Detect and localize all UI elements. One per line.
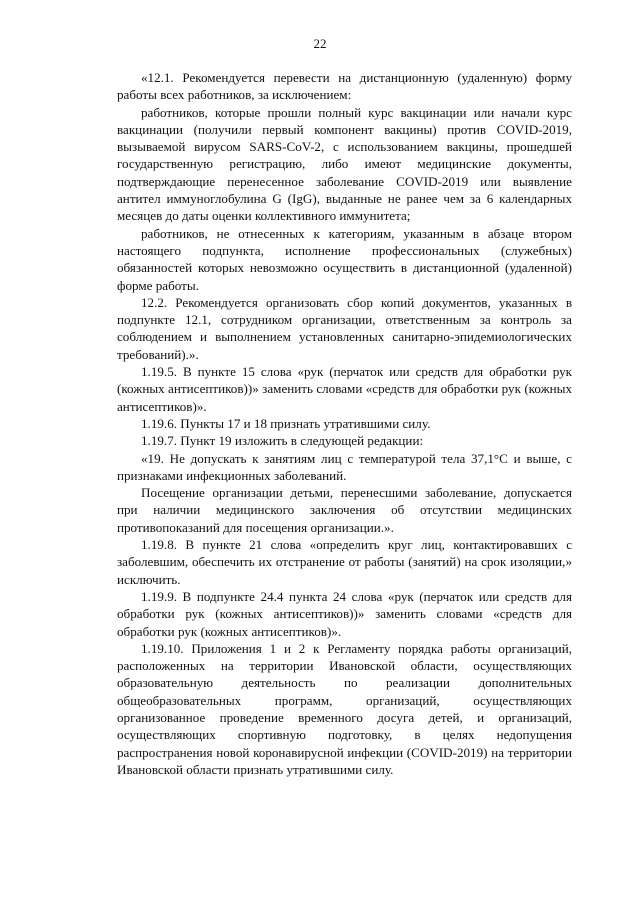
paragraph-1-19-7: 1.19.7. Пункт 19 изложить в следующей редакции:	[141, 433, 424, 449]
paragraph-1-19-5: 1.19.5. В пункте 15 слова «рук (перчаток или средств для обработки рук (кожных антисептиков))» заменить словами «средств для обработки рук (кожных антисептиков)».	[117, 364, 572, 414]
paragraph-12-1-intro: «12.1. Рекомендуется перевести на дистанционную (удаленную) форму работы всех работников, за исключением:	[117, 70, 572, 103]
paragraph-vaccinated-employees: работников, которые прошли полный курс вакцинации или начали курс вакцинации (получили первый компонент вакцины) против COVID-2019, вызываемой вирусом SARS-CoV-2, с использованием вакцины, прошедшей государственную регистрацию, либо имеют медицинские документы, подтверждающие перенесенное заболевание COVID-2019 или выявление антител иммуноглобулина G (IgG), выданные не ранее чем за 6 календарных месяцев до даты оценки коллективного иммунитета;	[117, 104, 572, 224]
page-number: 22	[313, 36, 327, 51]
paragraph-1-19-6: 1.19.6. Пункты 17 и 18 признать утратившими силу.	[141, 415, 431, 431]
paragraph-1-19-9: 1.19.9. В подпункте 24.4 пункта 24 слова «рук (перчаток или средств для обработки рук (кожных антисептиков))» заменить словами «средств для обработки рук (кожных антисептиков)».	[117, 588, 572, 639]
paragraph-1-19-8: 1.19.8. В пункте 21 слова «определить круг лиц, контактировавших с заболевшим, обеспечить их отстранение от работы (занятий) на срок изоляции,» исключить.	[117, 537, 572, 587]
paragraph-item-19: «19. Не допускать к занятиям лиц с температурой тела 37,1°С и выше, с признаками инфекционных заболеваний.	[117, 450, 572, 483]
paragraph-non-remote-employees: работников, не отнесенных к категориям, указанным в абзаце втором настоящего подпункта, исполнение профессиональных (служебных) обязанностей которых невозможно осуществить в дистанционной (удаленной) форме работы.	[117, 225, 572, 293]
paragraph-12-2: 12.2. Рекомендуется организовать сбор копий документов, указанных в подпункте 12.1, сотрудником организации, ответственным за контроль за соблюдением и выполнением установленных санитарно-эпидемиологических требований).».	[117, 294, 572, 362]
paragraph-1-19-10: 1.19.10. Приложения 1 и 2 к Регламенту порядка работы организаций, расположенных на территории Ивановской области, осуществляющих образовательную деятельность по реализации дополнительных общеобразовательных программ, организаций, осуществляющих организованное проведение временного досуга детей, и организаций, осуществляющих спортивную подготовку, в целях недопущения распространения новой коронавирусной инфекции (COVID-2019) на территории Ивановской области признать утратившими силу.	[117, 640, 572, 777]
paragraph-medical-clearance: Посещение организации детьми, перенесшими заболевание, допускается при наличии медицинского заключения об отсутствии медицинских противопоказаний для посещения организации.».	[117, 485, 572, 535]
document-body	[117, 69, 572, 778]
